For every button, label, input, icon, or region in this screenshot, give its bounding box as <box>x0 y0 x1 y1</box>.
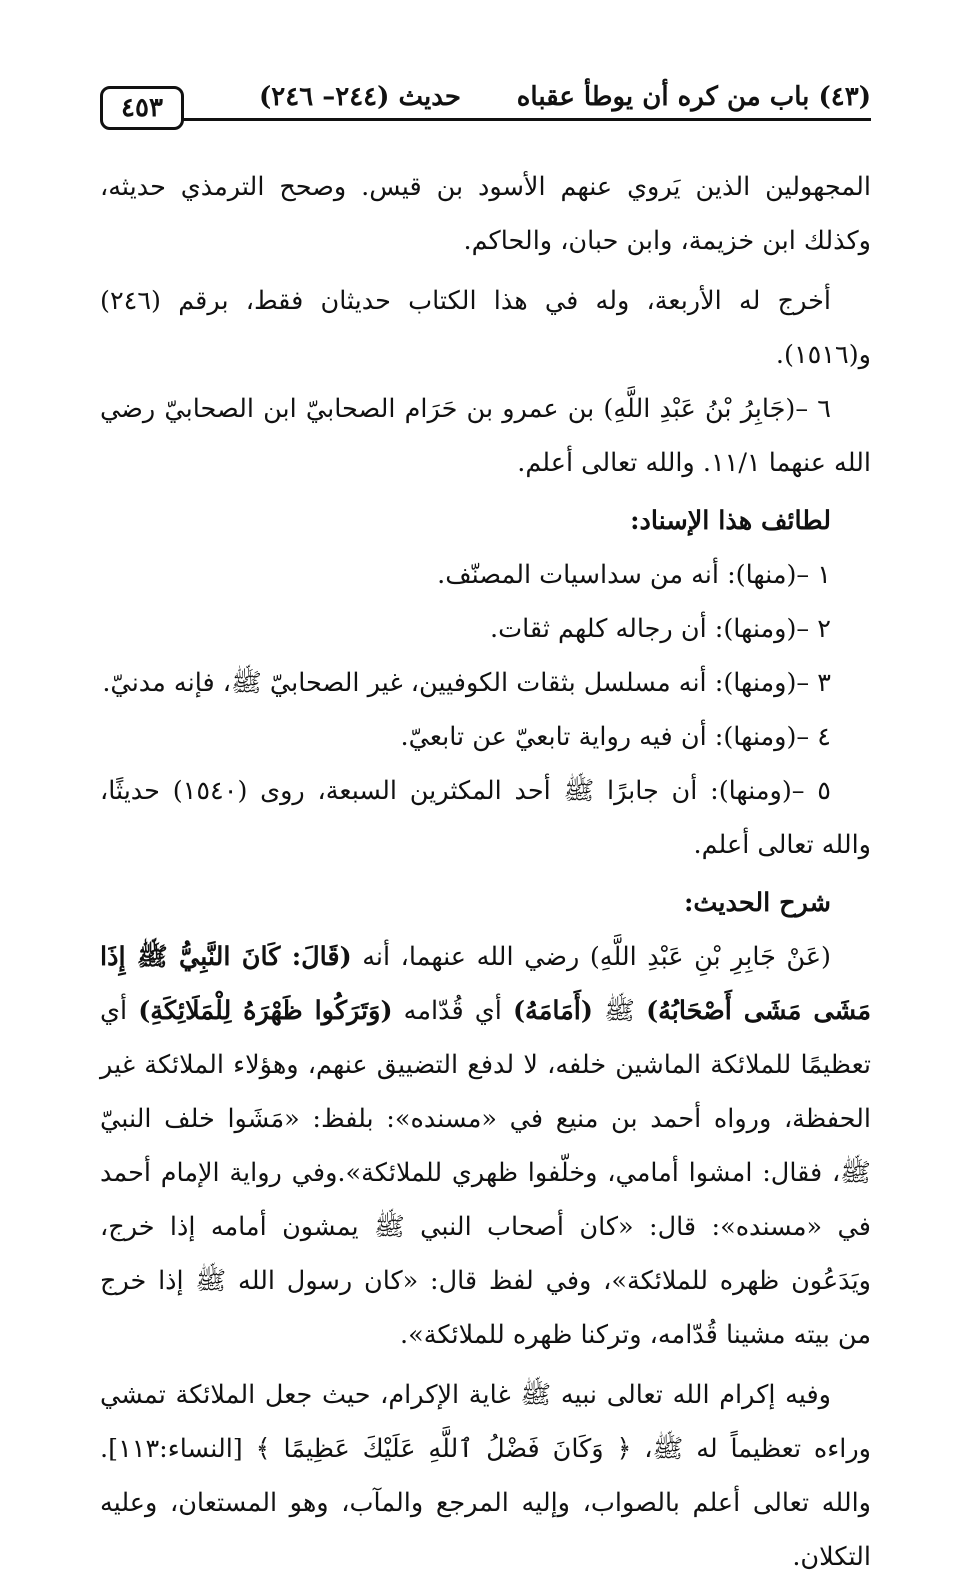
header-rule <box>182 118 871 121</box>
hadith-text: (وَتَرَكُوا ظَهْرَهُ لِلْمَلَائِكَةِ) <box>138 996 393 1026</box>
list-item: ١ –(منها): أنه من سداسيات المصنّف. <box>437 560 831 590</box>
paragraph: أخرج له الأربعة، وله في هذا الكتاب حديثان فقط، برقم (٢٤٦) و(١٥١٦). <box>100 286 871 370</box>
commentary-paragraph: وفيه إكرام الله تعالى نبيه ﷺ غاية الإكرام، حيث جعل الملائكة تمشي وراءه تعظيماً له ﷺ، ﴿ وَكَانَ فَضْلُ ٱللَّهِ عَلَيْكَ عَظِيمًا ﴾ [النساء:١١٣]. والله تعالى أعلم بالصواب، وإليه المرجع والمآب، وهو المستعان، وعليه التكلان. <box>100 1380 871 1572</box>
list-item: ٥ –(ومنها): أن جابرًا ﷺ أحد المكثرين السبعة، روى (١٥٤٠) حديثًا، والله تعالى أعلم. <box>100 776 871 860</box>
hadith-range: حديث (٢٤٤– ٢٤٦) <box>258 82 461 112</box>
section-heading: شرح الحديث: <box>683 888 831 918</box>
hadith-text: (أَمَامَهُ) <box>512 996 593 1026</box>
text-run: (عَنْ جَابِرِ بْنِ عَبْدِ اللَّهِ) رضي الله عنهما، أنه <box>351 942 831 972</box>
chapter-title: (٤٣) باب من كره أن يوطأ عقباه <box>516 82 871 112</box>
commentary-paragraph <box>100 930 871 1362</box>
page-number: ٤٥٣ <box>100 86 184 130</box>
text-run: أي قُدّامه <box>392 996 513 1026</box>
section-heading: لطائف هذا الإسناد: <box>630 506 831 536</box>
page-body <box>100 160 871 1584</box>
list-item: ٤ –(ومنها): أن فيه رواية تابعيّ عن تابعيّ. <box>400 722 831 752</box>
text-run: ﷺ <box>592 996 647 1026</box>
paragraph: ٦ –(جَابِرُ بْنُ عَبْدِ اللَّهِ) بن عمرو بن حَرَام الصحابيّ ابن الصحابيّ رضي الله عنهما ١١/١. والله تعالى أعلم. <box>100 394 871 478</box>
list-item: ٣ –(ومنها): أنه مسلسل بثقات الكوفيين، غير الصحابيّ ﷺ، فإنه مدنيّ. <box>102 668 831 698</box>
hadith-text: (قَالَ: كَانَ النَّبِيُّ ﷺ إِذَا مَشَى مَشَى أَصْحَابُهُ) <box>100 942 872 1026</box>
text-run: أي تعظيمًا للملائكة الماشين خلفه، لا لدفع التضييق عنهم، وهؤلاء الملائكة غير الحفظة، ورواه أحمد بن منيع في «مسنده»: بلفظ: «مَشَوا خلف النبيّ ﷺ، فقال: امشوا أمامي، وخلّفوا ظهري للملائكة».وفي رواية الإمام أحمد في «مسنده»: قال: «كان أصحاب النبي ﷺ يمشون أمامه إذا خرج، ويَدَعُون ظهره للملائكة»، وفي لفظ قال: «كان رسول الله ﷺ إذا خرج من بيته مشينا قُدّامه، وتركنا ظهره للملائكة». <box>100 996 871 1350</box>
paragraph: المجهولين الذين يَروي عنهم الأسود بن قيس. وصحح الترمذي حديثه، وكذلك ابن خزيمة، وابن حبان، والحاكم. <box>100 172 871 256</box>
page-header <box>100 78 871 128</box>
list-item: ٢ –(ومنها): أن رجاله كلهم ثقات. <box>490 614 831 644</box>
